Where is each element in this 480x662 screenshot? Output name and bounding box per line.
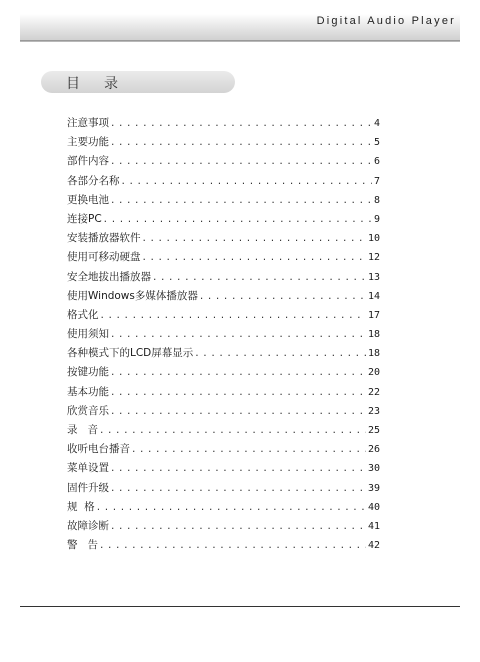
toc-leader-dots [99,426,366,436]
toc-leader-dots [194,349,366,359]
toc-leader-dots [96,503,366,513]
toc-entry-page: 18 [367,348,380,360]
toc-entry[interactable] [67,230,380,249]
toc-leader-dots [110,388,366,398]
toc-entry-label: 规 格 [67,500,95,513]
toc-entry-page: 5 [373,137,380,149]
toc-entry[interactable] [67,211,380,230]
toc-entry[interactable] [67,288,380,307]
toc-entry[interactable] [67,422,380,441]
toc-leader-dots [110,464,366,474]
toc-leader-dots [131,445,366,455]
toc-entry-label: 基本功能 [67,385,109,398]
toc-entry-page: 40 [367,501,380,513]
toc-leader-dots [199,292,366,302]
toc-entry-page: 20 [367,367,380,379]
toc-entry[interactable] [67,153,380,172]
toc-entry[interactable] [67,249,380,268]
toc-entry-label: 部件内容 [67,155,109,168]
toc-leader-dots [110,196,372,206]
toc-entry-page: 12 [367,252,380,264]
toc-entry[interactable] [67,307,380,326]
toc-entry-label: 注意事项 [67,117,109,129]
toc-entry-page: 42 [367,540,380,552]
toc-entry[interactable] [67,364,380,383]
toc-entry-page: 23 [367,405,380,417]
toc-leader-dots [110,330,366,340]
toc-leader-dots [110,484,366,494]
toc-heading-char-1: 目 [66,76,80,92]
toc-entry[interactable] [67,460,380,479]
toc-list [67,115,380,556]
toc-entry-page: 14 [367,290,380,302]
toc-entry-label: 固件升级 [67,481,109,494]
footer-divider [20,606,460,607]
toc-heading-char-2: 录 [104,76,118,92]
toc-entry-label: 更换电池 [67,193,109,206]
toc-entry-label: 格式化 [67,308,99,321]
toc-entry[interactable] [67,134,380,153]
toc-entry[interactable] [67,518,380,537]
toc-entry-label: 按键功能 [67,366,109,379]
toc-entry[interactable] [67,192,380,211]
toc-entry-page: 30 [367,463,380,475]
toc-entry-label: 连接PC [67,212,102,225]
toc-entry-page: 8 [373,194,380,206]
toc-entry-page: 13 [367,271,380,283]
toc-entry-page: 22 [367,386,380,398]
toc-entry[interactable] [67,115,380,134]
toc-entry-page: 18 [367,329,380,341]
toc-entry[interactable] [67,499,380,518]
toc-entry[interactable] [67,537,380,556]
toc-entry-label: 安装播放器软件 [67,232,141,245]
toc-entry-page: 7 [373,175,380,187]
toc-entry-label: 录 音 [67,424,99,436]
toc-leader-dots [110,368,366,378]
toc-entry-label: 主要功能 [67,136,109,149]
toc-leader-dots [110,119,372,129]
toc-entry-page: 4 [373,118,380,129]
toc-entry-page: 39 [367,482,380,494]
toc-entry-page: 17 [367,309,380,321]
toc-leader-dots [142,234,366,244]
toc-leader-dots [152,273,366,283]
toc-leader-dots [103,215,372,225]
toc-entry-page: 10 [367,233,380,245]
toc-entry[interactable] [67,345,380,364]
toc-entry-label: 警 告 [67,539,99,552]
toc-entry-page: 25 [367,425,380,436]
toc-leader-dots [110,407,366,417]
toc-entry[interactable] [67,441,380,460]
toc-entry-label: 故障诊断 [67,519,109,532]
toc-leader-dots [121,177,372,187]
toc-leader-dots [110,157,372,167]
toc-entry[interactable] [67,326,380,345]
toc-entry[interactable] [67,384,380,403]
toc-entry-label: 各部分名称 [67,174,120,187]
toc-leader-dots [100,311,366,321]
toc-entry-label: 使用须知 [67,328,109,341]
toc-entry-label: 使用Windows多媒体播放器 [67,289,198,302]
toc-heading [66,73,118,93]
toc-entry[interactable] [67,269,380,288]
toc-leader-dots [142,253,366,263]
toc-entry[interactable] [67,173,380,192]
toc-entry[interactable] [67,403,380,422]
header-title: Digital Audio Player [316,15,456,27]
toc-entry-label: 菜单设置 [67,462,109,475]
toc-entry-page: 9 [373,213,380,225]
toc-entry-page: 6 [373,156,380,168]
toc-entry-label: 各种模式下的LCD屏幕显示 [67,347,194,360]
toc-entry-label: 收听电台播音 [67,443,130,456]
toc-entry-page: 26 [367,444,380,456]
toc-entry-page: 41 [367,520,380,532]
toc-leader-dots [99,541,366,551]
toc-entry-label: 安全地拔出播放器 [67,270,151,283]
toc-entry[interactable] [67,480,380,499]
toc-leader-dots [110,138,372,148]
toc-entry-label: 欣赏音乐 [67,404,109,417]
toc-entry-label: 使用可移动硬盘 [67,251,141,264]
toc-leader-dots [110,522,366,532]
